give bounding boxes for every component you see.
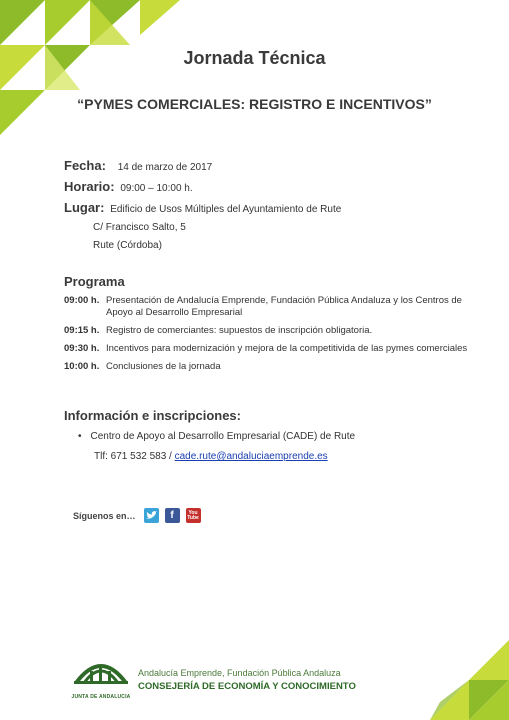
- lugar-row: [64, 200, 341, 215]
- programa-text: Conclusiones de la jornada: [106, 361, 221, 372]
- twitter-icon[interactable]: [144, 508, 159, 523]
- programa-time: 09:00 h.: [64, 295, 100, 306]
- bullet-dot-icon: •: [78, 431, 82, 442]
- programa-item: [64, 343, 484, 355]
- programa-text-line1: Presentación de Andalucía Emprende, Fundación Pública Andaluza y los Centros de: [106, 295, 462, 306]
- programa-item: [64, 295, 484, 319]
- info-bullet: [78, 431, 355, 442]
- social-row: [73, 508, 201, 523]
- programa-time: 09:15 h.: [64, 325, 100, 336]
- top-left-decoration: [0, 0, 180, 140]
- lugar-city: Rute (Córdoba): [93, 240, 162, 251]
- programa-text: Registro de comerciantes: supuestos de inscripción obligatoria.: [106, 325, 373, 336]
- lugar-address: C/ Francisco Salto, 5: [93, 222, 186, 233]
- programa-time: 10:00 h.: [64, 361, 100, 372]
- programa-text: Incentivos para modernización y mejora de la competitivida de las pymes comerciales: [106, 343, 468, 354]
- info-bullet-text: Centro de Apoyo al Desarrollo Empresarial (CADE) de Rute: [90, 431, 356, 442]
- junta-logo-caption: JUNTA DE ANDALUCIA: [71, 694, 131, 700]
- lugar-value: Edificio de Usos Múltiples del Ayuntamiento de Rute: [110, 204, 342, 215]
- horario-label: Horario:: [64, 179, 115, 194]
- youtube-icon[interactable]: You Tube: [186, 508, 201, 523]
- lugar-label: Lugar:: [64, 200, 105, 215]
- programa-time: 09:30 h.: [64, 343, 100, 354]
- programa-item: [64, 325, 484, 337]
- programa-heading: Programa: [64, 274, 125, 289]
- footer-text: [138, 668, 356, 692]
- horario-row: [64, 179, 193, 194]
- email-link[interactable]: cade.rute@andaluciaemprende.es: [174, 451, 328, 462]
- programa-text: [106, 295, 484, 319]
- junta-arch-icon: [70, 653, 132, 687]
- fecha-value: 14 de marzo de 2017: [117, 162, 213, 173]
- phone-text: Tlf: 671 532 583 /: [94, 451, 172, 462]
- fecha-label: Fecha:: [64, 158, 106, 173]
- social-label: Síguenos en…: [73, 510, 136, 521]
- horario-value: 09:00 – 10:00 h.: [120, 183, 193, 194]
- info-heading: Información e inscripciones:: [64, 408, 241, 423]
- footer-line1: Andalucía Emprende, Fundación Pública Andaluza: [138, 668, 341, 678]
- contact-line: [94, 451, 328, 462]
- facebook-icon[interactable]: f: [165, 508, 180, 523]
- fecha-row: [64, 158, 212, 173]
- programa-item: [64, 361, 484, 373]
- page-title: Jornada Técnica: [183, 48, 326, 68]
- event-subtitle: “PYMES COMERCIALES: REGISTRO E INCENTIVOS”: [77, 96, 432, 112]
- junta-logo: [70, 653, 132, 698]
- programa-text-line2: Apoyo al Desarrollo Empresarial: [106, 307, 243, 318]
- bottom-right-decoration: [400, 640, 509, 720]
- footer-line2: CONSEJERÍA DE ECONOMÍA Y CONOCIMIENTO: [138, 681, 356, 692]
